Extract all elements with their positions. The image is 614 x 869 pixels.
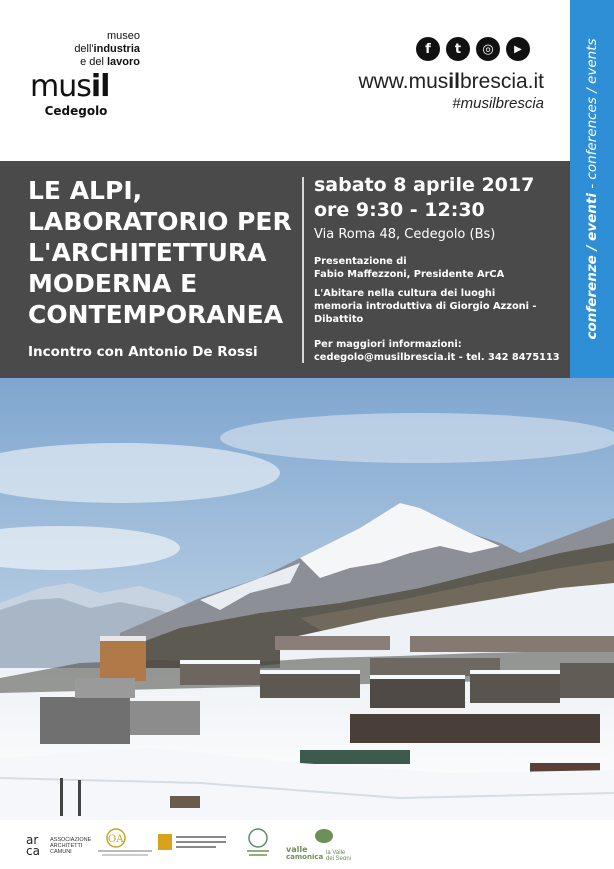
hashtag: #musilbrescia: [452, 95, 544, 112]
architetti-camuni-logo: [26, 832, 106, 860]
event-talk: L'Abitare nella cultura dei luoghi memoria introduttiva di Giorgio Azzoni - Dibattito: [314, 288, 537, 325]
event-info-band: [0, 161, 570, 378]
youtube-icon[interactable]: ▶: [506, 37, 530, 61]
ordine-architetti-logo: [96, 828, 154, 862]
twitter-icon[interactable]: t: [446, 37, 470, 61]
valle-camonica-logo: [284, 826, 364, 864]
event-time: ore 9:30 - 12:30: [314, 199, 485, 221]
logo-wordmark: musil: [30, 69, 110, 104]
social-icons: [416, 37, 530, 61]
svg-text:ARCHITETTI: ARCHITETTI: [50, 843, 83, 849]
facebook-icon[interactable]: f: [416, 37, 440, 61]
sideband-label: conferenze / eventi - conferences / events: [584, 38, 600, 340]
logo-line-lavoro: e del lavoro: [80, 56, 140, 68]
divider: [302, 177, 304, 363]
logo-city: Cedegolo: [44, 104, 108, 118]
website-link[interactable]: www.musilbrescia.it: [358, 70, 544, 93]
alpine-resort-photo: [0, 378, 614, 820]
event-details: [314, 173, 564, 364]
svg-text:ar: ar: [26, 833, 39, 847]
svg-text:ca: ca: [26, 844, 40, 856]
collegio-geometri-logo: [158, 834, 230, 856]
svg-text:OA: OA: [108, 834, 124, 845]
event-subtitle: Incontro con Antonio De Rossi: [28, 344, 258, 360]
instagram-icon[interactable]: ◎: [476, 37, 500, 61]
musil-logo: [30, 30, 140, 118]
logo-line-museo: museo: [106, 30, 140, 42]
event-date: sabato 8 aprile 2017: [314, 174, 535, 196]
svg-text:camonica: camonica: [286, 853, 324, 860]
category-sideband: [570, 0, 614, 378]
svg-text:valle: valle: [286, 845, 308, 854]
svg-text:dei Segni: dei Segni: [326, 856, 352, 860]
event-contact: Per maggiori informazioni: cedegolo@musilbrescia.it - tel. 342 8475113: [314, 339, 560, 363]
event-address: Via Roma 48, Cedegolo (Bs): [314, 227, 496, 242]
svg-text:ASSOCIAZIONE: ASSOCIAZIONE: [50, 837, 92, 843]
sponsor-strip: [0, 820, 614, 869]
photo-illustration: [0, 378, 614, 820]
event-title: LE ALPI, LABORATORIO PER L'ARCHITETTURA MODERNA E CONTEMPORANEA: [28, 176, 292, 329]
svg-text:la Valle: la Valle: [326, 850, 346, 856]
event-presentation: Presentazione di Fabio Maffezzoni, Presidente ArCA: [314, 256, 505, 280]
logo-line-industria: dell'industria: [74, 43, 140, 55]
comunita-montana-logo: [244, 828, 272, 864]
svg-text:CAMUNI: CAMUNI: [50, 849, 72, 855]
